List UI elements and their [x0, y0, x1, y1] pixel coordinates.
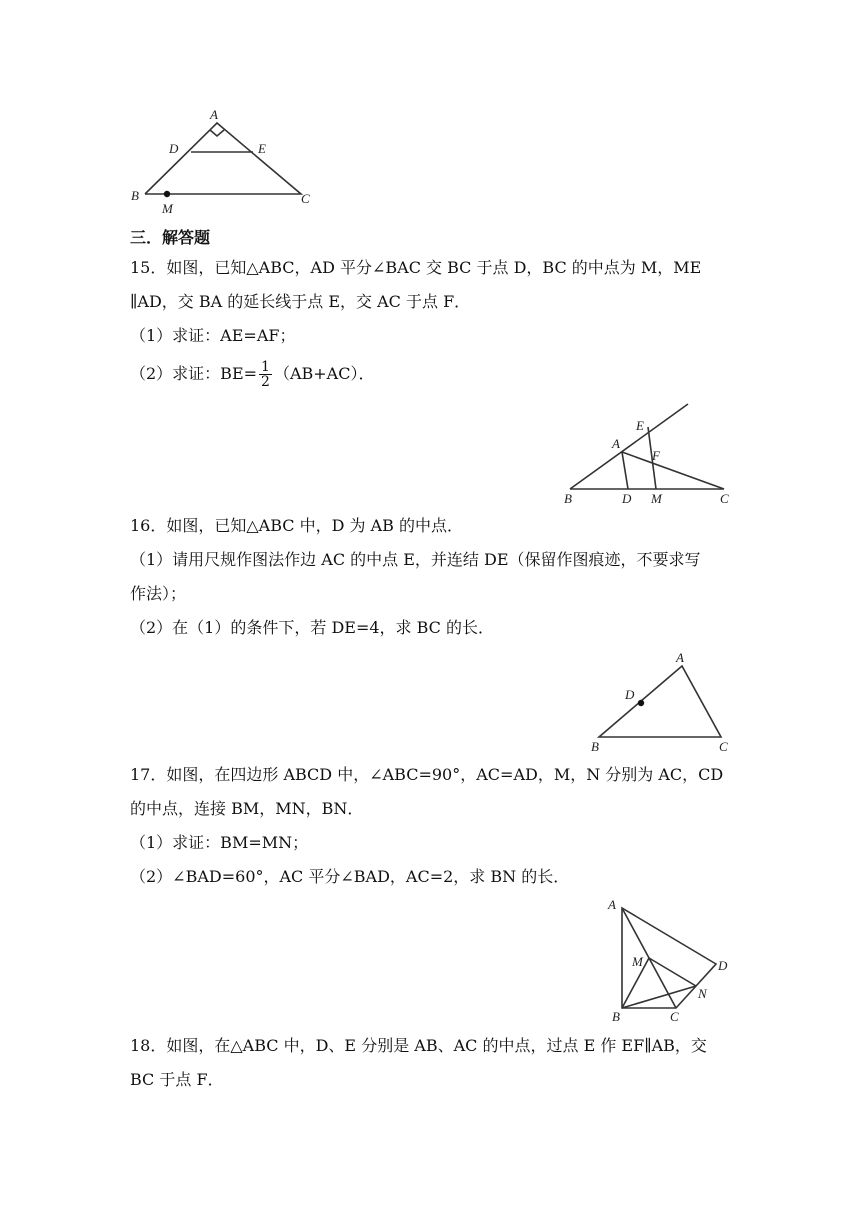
q16-line4: （2）在（1）的条件下，若 DE=4，求 BC 的长． [130, 618, 495, 637]
label-a: A [210, 107, 218, 122]
q15-part1: （1）求证：AE=AF； [130, 326, 296, 345]
q17-line2: 的中点，连接 BM，MN，BN． [130, 799, 364, 818]
label-d: D [169, 141, 179, 156]
label-e: E [636, 418, 644, 433]
label-d: D [625, 687, 635, 702]
q16-line2: （1）请用尺规作图法作边 AC 的中点 E，并连结 DE（保留作图痕迹，不要求写 [130, 550, 701, 569]
point-m [164, 191, 170, 197]
line-be-extended [570, 404, 688, 489]
label-c: C [720, 491, 729, 506]
label-a: A [676, 650, 684, 665]
label-c: C [301, 191, 310, 206]
label-c: C [719, 739, 728, 754]
figure-q15 [560, 400, 735, 508]
triangle-abc [599, 666, 721, 737]
q18-line1: 18．如图，在△ABC 中，D、E 分别是 AB、AC 的中点，过点 E 作 EF∥AB，交 [130, 1036, 707, 1055]
label-b: B [131, 188, 139, 203]
label-b: B [591, 739, 599, 754]
label-c: C [670, 1009, 679, 1024]
q18-line2: BC 于点 F． [130, 1070, 224, 1089]
right-angle-mark [210, 130, 224, 136]
segment-ad [622, 452, 628, 489]
label-m: M [162, 201, 173, 216]
fraction-half: $\frac{1}{2}$ [261, 359, 270, 390]
label-m: M [651, 491, 662, 506]
label-b: B [564, 491, 572, 506]
label-n: N [698, 986, 707, 1001]
q15-part2 [130, 360, 374, 389]
segment-ac [622, 452, 724, 489]
q17-line3: （1）求证：BM=MN； [130, 833, 309, 852]
figure-q16 [585, 648, 735, 754]
label-f: F [652, 448, 660, 463]
label-a: A [612, 436, 620, 451]
q15-line1: 15．如图，已知△ABC，AD 平分∠BAC 交 BC 于点 D，BC 的中点为 M，ME [130, 258, 702, 277]
label-e: E [258, 141, 266, 156]
label-m: M [632, 954, 643, 969]
segment-bn [622, 986, 696, 1008]
label-b: B [612, 1009, 620, 1024]
q15-part2-suffix: （AB+AC）． [273, 364, 375, 383]
figure-q14 [125, 105, 325, 220]
point-d [638, 700, 644, 706]
q15-line2: ∥AD，交 BA 的延长线于点 E，交 AC 于点 F． [130, 292, 471, 311]
q15-part2-prefix: （2）求证：BE= [130, 364, 258, 383]
q17-line1: 17．如图，在四边形 ABCD 中，∠ABC=90°，AC=AD，M，N 分别为 AC，CD [130, 765, 724, 784]
section-title: 三．解答题 [130, 228, 211, 247]
q16-line3: 作法）； [130, 584, 187, 603]
q16-line1: 16．如图，已知△ABC 中，D 为 AB 的中点． [130, 516, 464, 535]
label-d: D [718, 958, 728, 973]
label-d: D [622, 491, 632, 506]
figure-q17 [600, 895, 740, 1025]
q17-line4: （2）∠BAD=60°，AC 平分∠BAD，AC=2，求 BN 的长． [130, 867, 570, 886]
label-a: A [608, 897, 616, 912]
triangle-abc [145, 123, 301, 194]
